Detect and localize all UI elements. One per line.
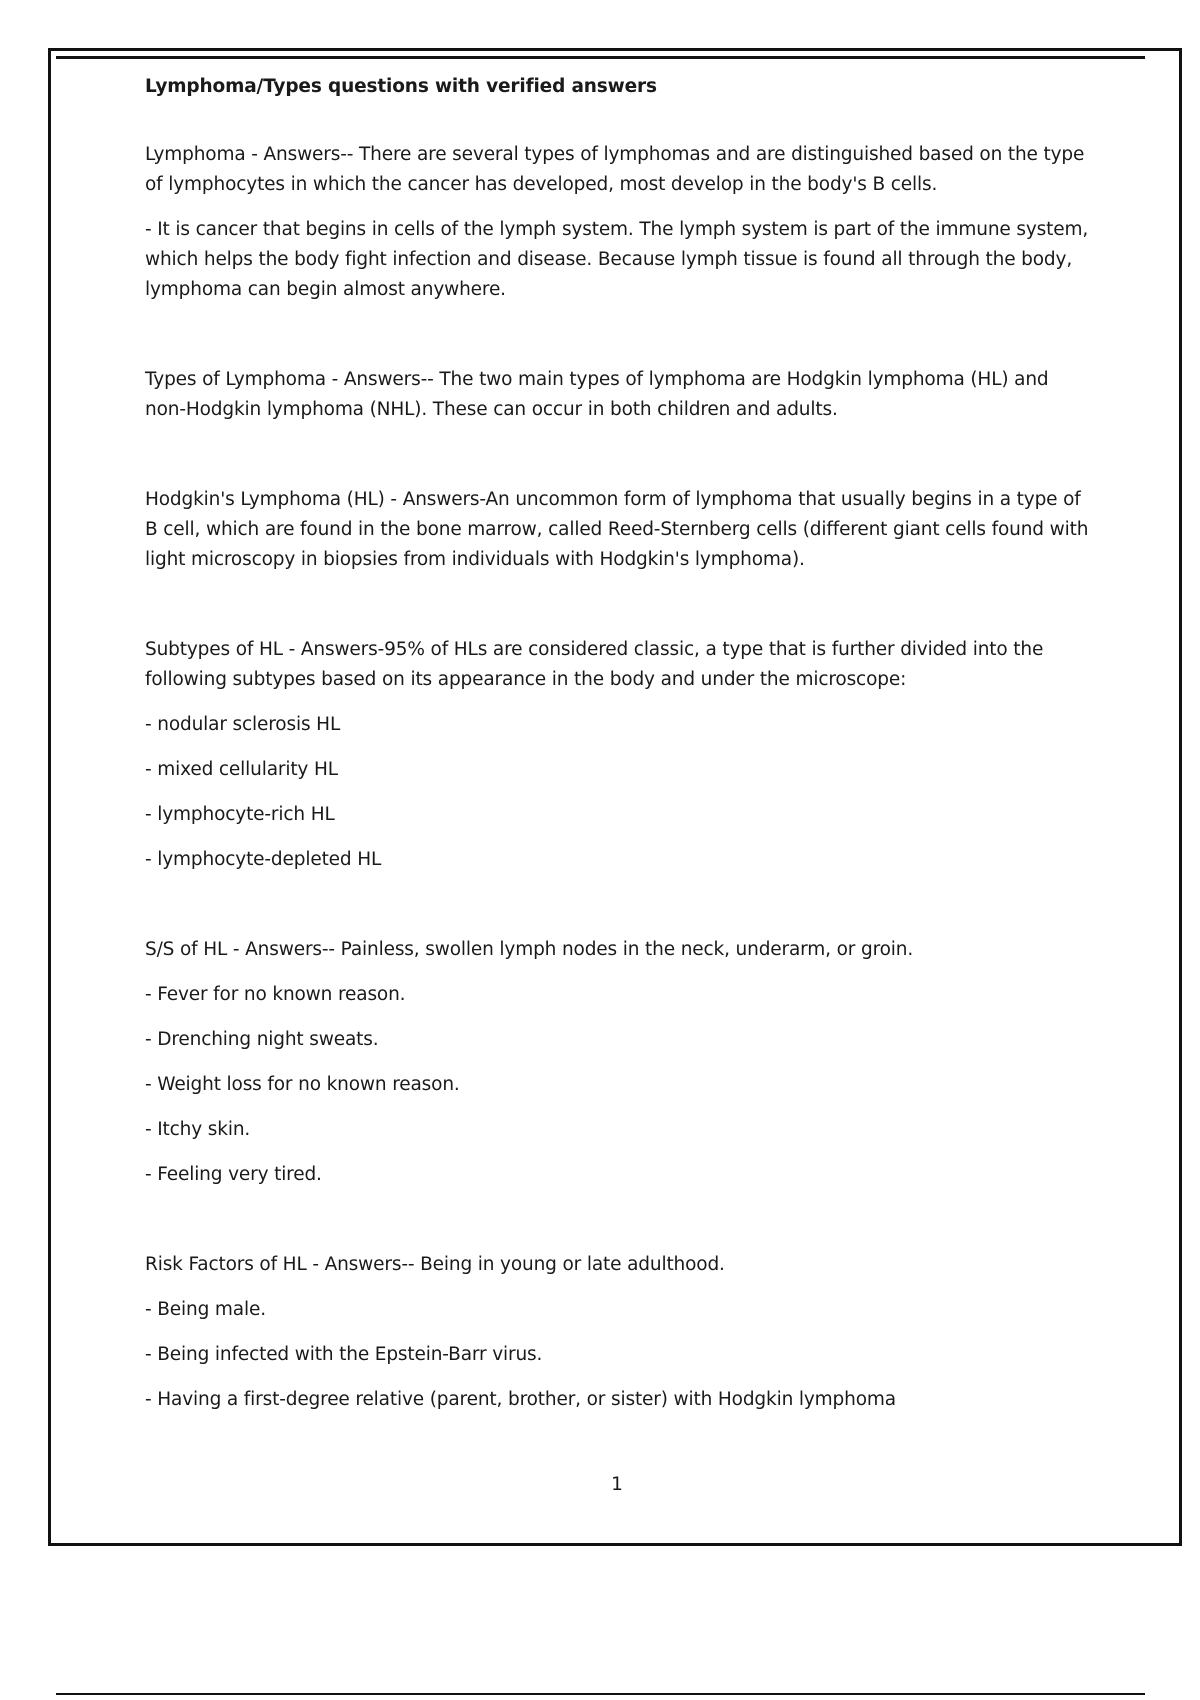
paragraph: S/S of HL - Answers-- Painless, swollen lymph nodes in the neck, underarm, or groin.	[145, 939, 914, 960]
list-item: - Drenching night sweats.	[145, 1029, 379, 1050]
section-signs-symptoms-of-hl	[145, 935, 1095, 1190]
list-item: - Fever for no known reason.	[145, 984, 406, 1005]
header-rule	[56, 56, 1145, 59]
section-risk-factors-of-hl	[145, 1250, 1095, 1415]
list-item: - Itchy skin.	[145, 1119, 251, 1140]
list-item: - Being male.	[145, 1299, 266, 1320]
list-item: - Having a first-degree relative (parent, brother, or sister) with Hodgkin lymphoma	[145, 1389, 896, 1410]
paragraph: Lymphoma - Answers-- There are several types of lymphomas and are distinguished based on the type of lymphocytes in which the cancer has developed, most develop in the body's B cells.	[145, 144, 1085, 195]
section-hodgkins-lymphoma	[145, 485, 1095, 575]
list-item: - Feeling very tired.	[145, 1164, 322, 1185]
page-number: 1	[611, 1474, 623, 1495]
next-page-rule	[56, 1693, 1145, 1695]
paragraph: - It is cancer that begins in cells of the lymph system. The lymph system is part of the immune system, which helps the body fight infection and disease. Because lymph tissue is found all through the body, lymphoma can begin almost anywhere.	[145, 219, 1089, 300]
list-item: - Weight loss for no known reason.	[145, 1074, 460, 1095]
paragraph: Types of Lymphoma - Answers-- The two main types of lymphoma are Hodgkin lymphoma (HL) and non-Hodgkin lymphoma (NHL). These can occur in both children and adults.	[145, 369, 1049, 420]
list-item: - lymphocyte-depleted HL	[145, 849, 382, 870]
list-item: - lymphocyte-rich HL	[145, 804, 335, 825]
list-item: - nodular sclerosis HL	[145, 714, 341, 735]
section-types-of-lymphoma	[145, 365, 1095, 425]
paragraph: Hodgkin's Lymphoma (HL) - Answers-An uncommon form of lymphoma that usually begins in a type of B cell, which are found in the bone marrow, called Reed-Sternberg cells (different giant cells found with light microscopy in biopsies from individuals with Hodgkin's lymphoma).	[145, 489, 1089, 570]
section-lymphoma	[145, 140, 1095, 305]
document-body	[145, 72, 1095, 1430]
paragraph: Subtypes of HL - Answers-95% of HLs are considered classic, a type that is further divided into the following subtypes based on its appearance in the body and under the microscope:	[145, 639, 1044, 690]
section-subtypes-of-hl	[145, 635, 1095, 875]
document-title: Lymphoma/Types questions with verified answers	[145, 76, 657, 97]
paragraph: Risk Factors of HL - Answers-- Being in young or late adulthood.	[145, 1254, 725, 1275]
list-item: - mixed cellularity HL	[145, 759, 338, 780]
list-item: - Being infected with the Epstein-Barr virus.	[145, 1344, 543, 1365]
